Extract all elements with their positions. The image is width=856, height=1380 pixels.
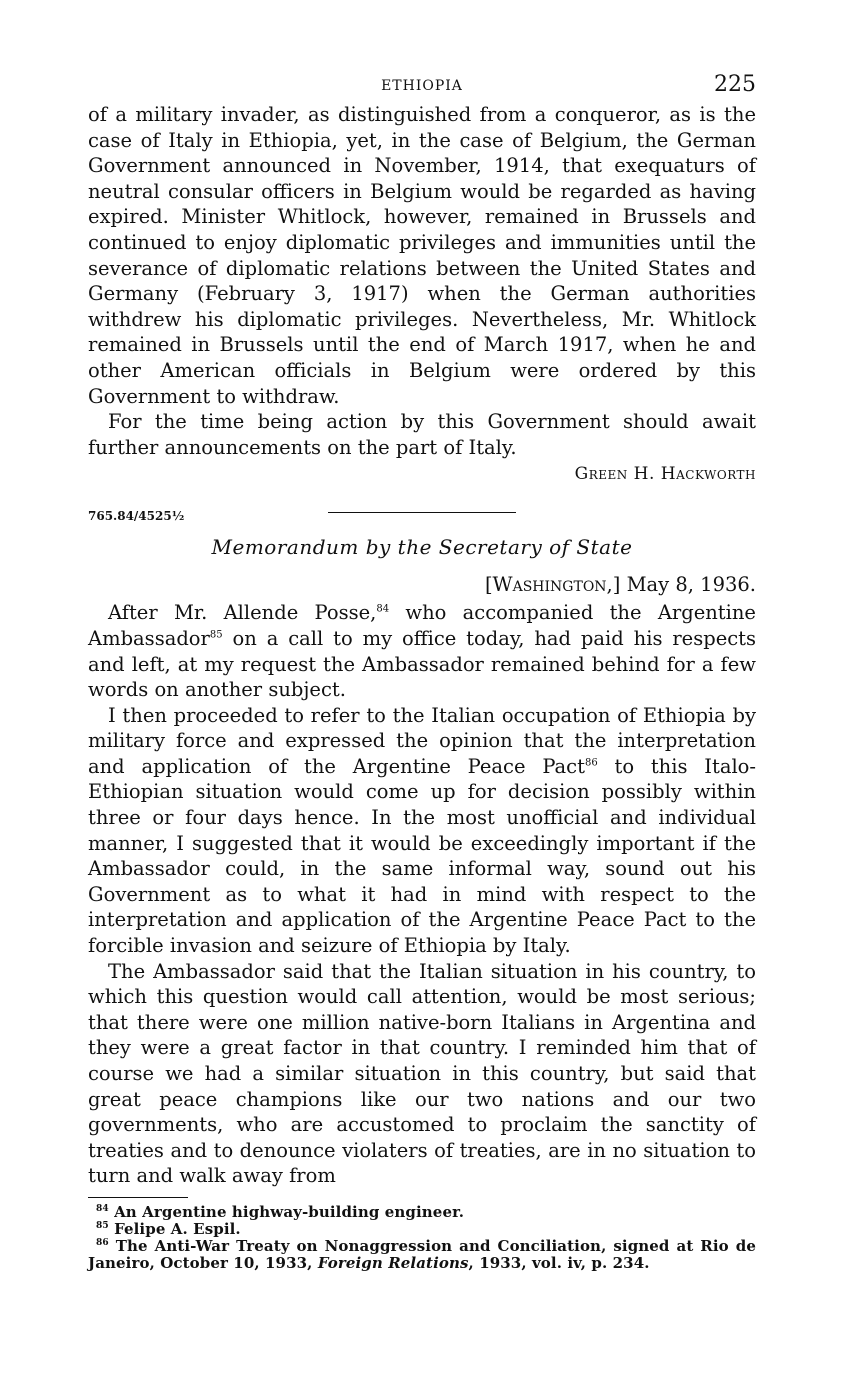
footnote-text: Felipe A. Espil. [114, 1219, 241, 1238]
dateline-place: [Washington,] [484, 573, 621, 597]
footnote-marker: 86 [96, 1237, 109, 1248]
letter-paragraph-1: of a military invader, as distinguished from a conqueror, as is the case of Italy in Ethiopia, yet, in the case of Belgium, the German Government announced in November, 1914, that exequaturs of neutral consular officers in Belgium would be regarded as having expired. Minister Whitlock, however, remained in Brussels and continued to enjoy diplomatic privileges and immunities until the severance of diplomatic relations between the United States and Germany (February 3, 1917) when the German authorities withdrew his diplomatic privileges. Nevertheless, Mr. Whitlock remained in Brussels until the end of March 1917, when he and other American officials in Belgium were ordered by this Government to withdraw. [88, 103, 756, 408]
dateline [88, 573, 756, 596]
page [88, 72, 756, 1272]
footnote-ref-84: 84 [376, 603, 390, 615]
footnote-86 [88, 1238, 756, 1272]
memo-p1-part-a: After Mr. Allende Posse, [108, 601, 377, 625]
memo-paragraph-2 [88, 703, 756, 959]
footnote-text-end: , 1933, vol. iv, p. 234. [468, 1253, 650, 1272]
footnote-divider [88, 1197, 188, 1198]
footnote-85 [88, 1221, 756, 1238]
footnote-text: The Anti-War Treaty on Nonaggression and Conciliation, signed at Rio de Janeiro, October 10, 1933, [88, 1236, 756, 1272]
page-number: 225 [714, 72, 756, 97]
footnote-ref-86: 86 [584, 757, 598, 769]
footnote-citation-title: Foreign Relations [317, 1253, 469, 1272]
footnote-84 [88, 1204, 756, 1221]
memo-title: Memorandum by the Secretary of State [211, 535, 633, 560]
letter-paragraph-2: For the time being action by this Government should await further announcements on the part of Italy. [88, 410, 756, 459]
memo-paragraph-1 [88, 600, 756, 702]
running-head: ETHIOPIA [381, 78, 463, 94]
footnotes [88, 1204, 756, 1272]
memo-p1-part-b: who accompanied the Argentine Ambassador [88, 601, 756, 650]
memo-p2-part-a: I then proceeded to refer to the Italian occupation of Ethiopia by military force and expressed the opinion that the interpretation and application of the Argentine Peace Pact [88, 703, 756, 778]
footnote-text: An Argentine highway-building engineer. [114, 1202, 465, 1221]
signature: Green H. Hackworth [574, 464, 756, 485]
footnote-marker: 85 [96, 1220, 109, 1231]
dateline-date: May 8, 1936. [626, 573, 756, 597]
memo-p2-part-b: to this Italo-Ethiopian situation would come up for decision possibly within three or four days hence. In the most unofficial and individual manner, I suggested that it would be exceedingly important if the Ambassador could, in the same informal way, sound out his Government as to what it had in mind with respect to the interpretation and application of the Argentine Peace Pact to the forcible invasion and seizure of Ethiopia by Italy. [88, 754, 757, 958]
footnote-ref-85: 85 [209, 629, 223, 641]
memo-paragraph-3: The Ambassador said that the Italian situation in his country, to which this question would call attention, would be most serious; that there were one million native-born Italians in Argentina and they were a great factor in that country. I reminded him that of course we had a similar situation in this country, but said that great peace champions like our two nations and our two governments, who are accustomed to proclaim the sanctity of treaties and to denounce violaters of treaties, are in no situation to turn and walk away from [88, 959, 756, 1188]
memo-p1-part-c: on a call to my office today, had paid his respects and left, at my request the Ambassador remained behind for a few words on another subject. [88, 626, 756, 702]
file-number: 765.84/4525½ [88, 509, 185, 524]
page-header [88, 72, 756, 102]
footnote-marker: 84 [96, 1203, 109, 1214]
